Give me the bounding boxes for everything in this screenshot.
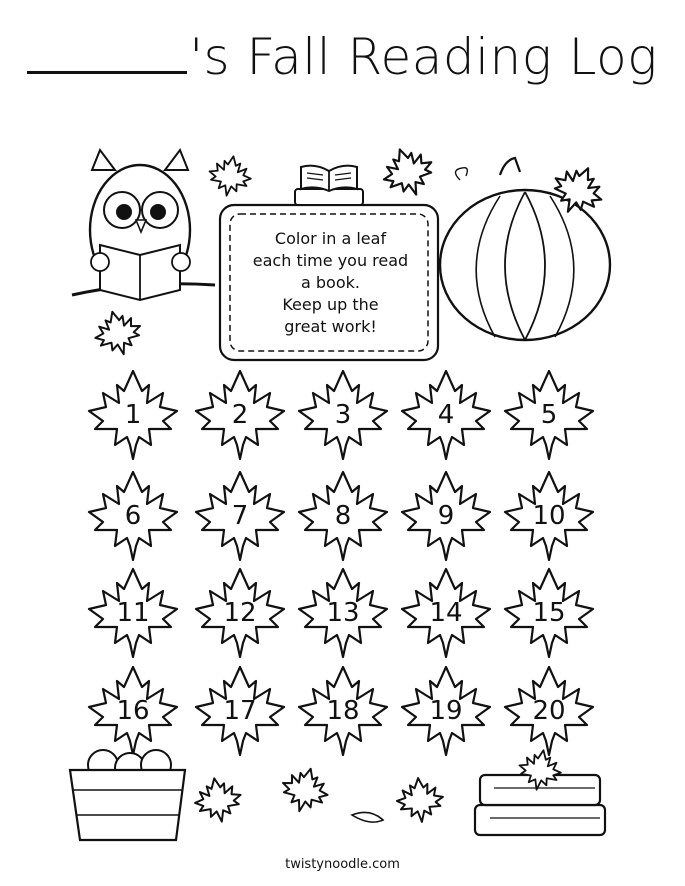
site-credit: twistynoodle.com bbox=[285, 857, 400, 872]
leaf-number: 10 bbox=[532, 501, 566, 531]
maple-leaf-icon bbox=[206, 153, 254, 200]
leaf-number: 12 bbox=[223, 598, 257, 628]
leaf-number: 7 bbox=[231, 501, 249, 531]
open-book-icon bbox=[295, 166, 363, 205]
instruction-line: Keep up the bbox=[282, 294, 379, 314]
instructions-text bbox=[228, 210, 433, 355]
leaf-number: 4 bbox=[437, 400, 455, 430]
owl-icon bbox=[72, 150, 215, 300]
instruction-line: a book. bbox=[301, 272, 360, 292]
leaf-number: 1 bbox=[124, 400, 142, 430]
maple-leaf-icon bbox=[191, 774, 244, 825]
leaf-number: 5 bbox=[540, 400, 558, 430]
maple-leaf-icon bbox=[395, 776, 445, 824]
leaf-number: 13 bbox=[326, 598, 360, 628]
instruction-line: Color in a leaf bbox=[274, 228, 387, 248]
leaf-number: 14 bbox=[429, 598, 463, 628]
leaf-number: 17 bbox=[223, 696, 257, 726]
leaf-number: 2 bbox=[231, 400, 249, 430]
leaf-number: 16 bbox=[116, 696, 150, 726]
maple-leaf-icon bbox=[277, 763, 333, 817]
instruction-line: each time you read bbox=[252, 250, 409, 270]
leaf-icon bbox=[352, 812, 383, 822]
leaf-number: 3 bbox=[334, 400, 352, 430]
leaf-number: 18 bbox=[326, 696, 360, 726]
leaf-number: 20 bbox=[532, 696, 566, 726]
leaf-number: 19 bbox=[429, 696, 463, 726]
maple-leaf-icon bbox=[376, 141, 440, 203]
leaf-number: 8 bbox=[334, 501, 352, 531]
title-text: 's Fall Reading Log bbox=[189, 28, 658, 86]
leaf-number: 9 bbox=[437, 501, 455, 531]
apple-basket-icon bbox=[70, 750, 185, 840]
maple-leaf-icon bbox=[90, 306, 146, 360]
leaf-number: 11 bbox=[116, 598, 150, 628]
leaf-number: 15 bbox=[532, 598, 566, 628]
instruction-line: great work! bbox=[284, 316, 377, 336]
leaf-number: 6 bbox=[124, 501, 142, 531]
